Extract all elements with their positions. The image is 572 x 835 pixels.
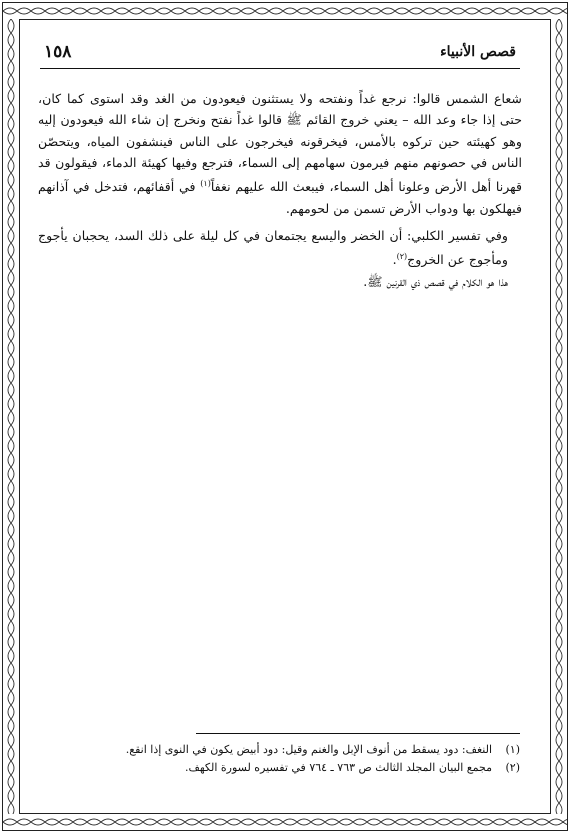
paragraph: وفي تفسير الكلبي: أن الخضر واليسع يجتمعان في كل ليلة على ذلك السد، يحجبان يأجوج ومأجوج عن الخروج$^{(٢)}$. xyxy=(38,227,508,268)
footnote-text: النغف: دود يسقط من أنوف الإبل والغنم وقيل: دود أبيض يكون في النوى إذا انقع. xyxy=(125,743,492,756)
page-number: ١٥٨ xyxy=(44,42,72,62)
footnote-marker: (١) xyxy=(505,743,520,756)
running-header xyxy=(40,42,520,69)
footnote-text: مجمع البيان المجلد الثالث ص ٧٦٣ ـ ٧٦٤ في تفسيره لسورة الكهف. xyxy=(184,761,492,774)
book-title: قصص الأنبياء xyxy=(440,44,516,60)
paragraph: هذا هو الكلام في قصص ذي القرنين ﷺ. xyxy=(363,273,508,289)
paragraph: شعاع الشمس قالوا: نرجع غداً ونفتحه ولا يستثنون فيعودون من الغد وقد استوى كما كان، حتى إذا جاء وعد الله – يعني خروج القائم ﷺ قالوا غداً نفتح ونخرج إن شاء الله فيعودون إليه وهو كهيئته حين تركوه بالأمس، فيخرقونه فيخرجون على الناس فينشفون المياه، ويتحصّن الناس في حصونهم منهم فيرمون سهامهم إلى السماء، فترجع وفيها كهيئة الدماء، فيقولون قد قهرنا أهل الأرض وعلونا أهل السماء، فيبعث الله عليهم نغفاً$^{(١)}$ في أقفائهم، فتدخل في آذانهم فيهلكون بها ودواب الأرض تسمن من لحومهم. xyxy=(38,91,522,216)
footnote-marker: (٢) xyxy=(505,761,520,774)
footnotes xyxy=(40,741,520,777)
footnote-ref: (١) xyxy=(200,179,211,189)
footnote-separator xyxy=(196,733,520,734)
ornament-border-top xyxy=(3,3,567,19)
main-text xyxy=(38,88,522,292)
footnote-ref: (٢) xyxy=(396,252,408,262)
ornament-border-right xyxy=(551,19,567,814)
ornament-border-left xyxy=(3,19,19,814)
footnote xyxy=(40,741,520,759)
ornament-border-bottom xyxy=(3,814,567,830)
footnote xyxy=(40,759,520,777)
